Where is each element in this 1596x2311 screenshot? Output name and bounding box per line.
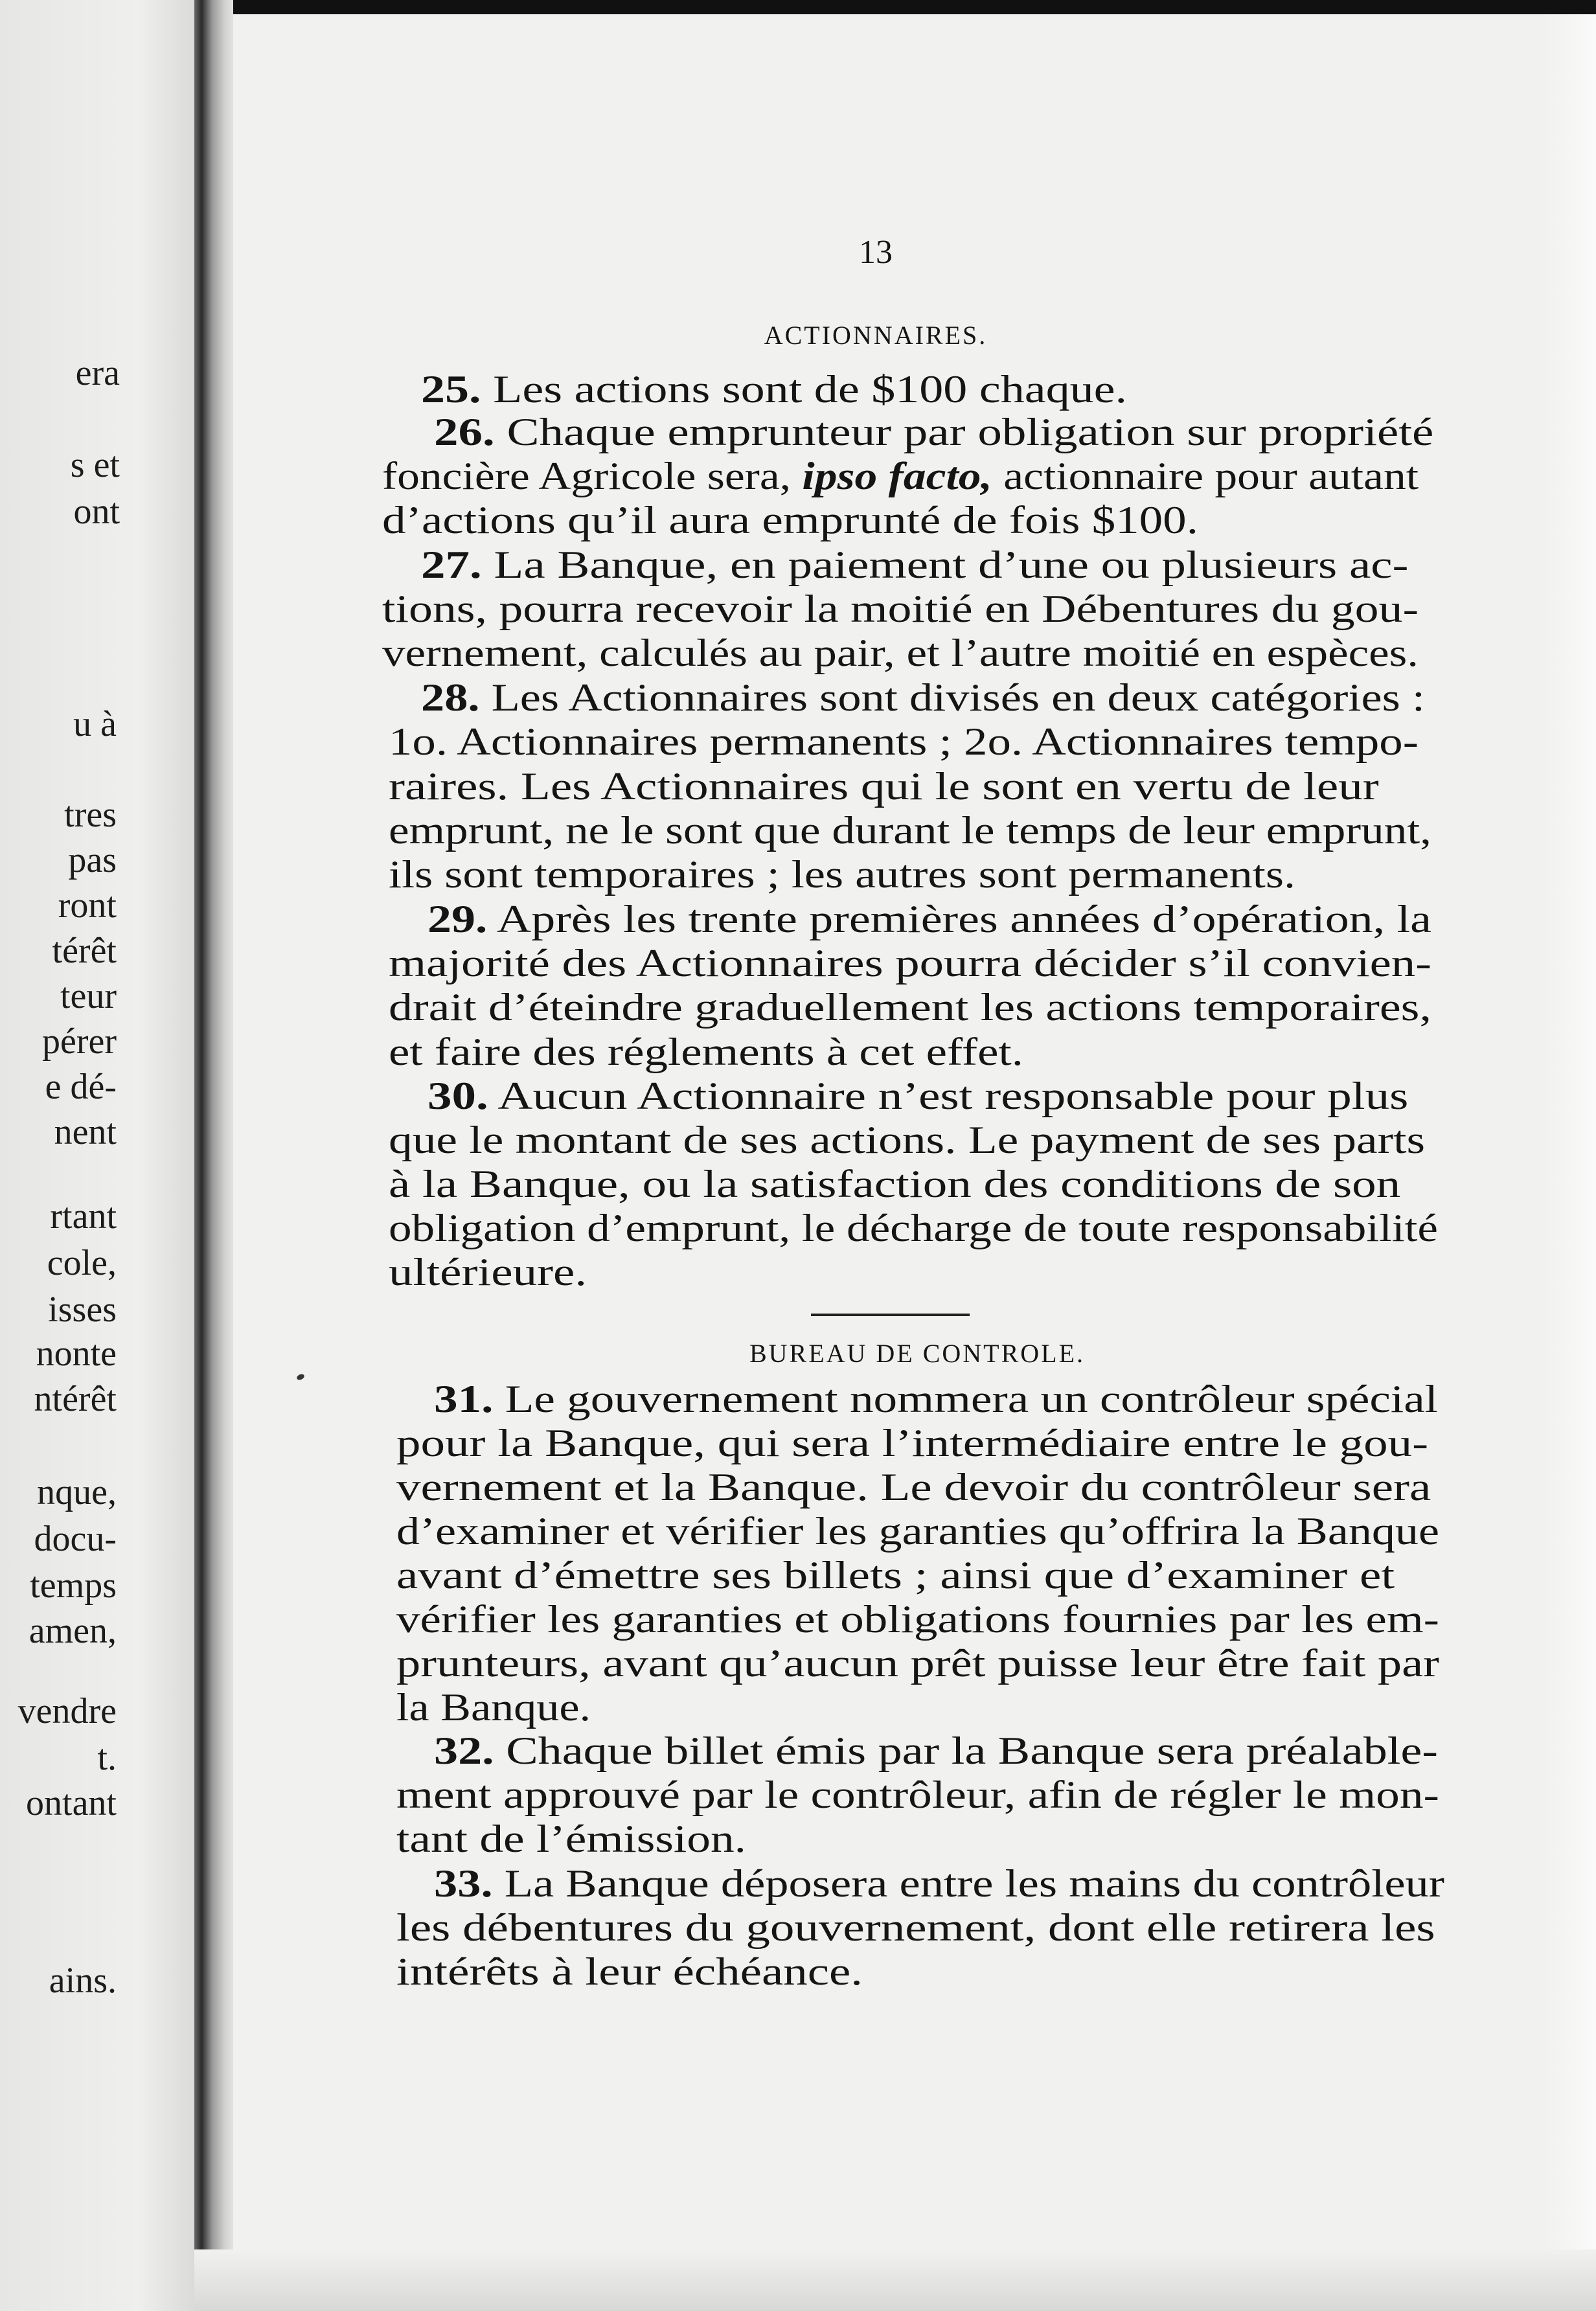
line-text: tant de l’émission. xyxy=(396,1817,746,1860)
line-text: Après les trente premières années d’opération, la xyxy=(496,898,1431,940)
page-edge xyxy=(1544,14,1596,2311)
facing-page-fragment: nonte xyxy=(36,1334,117,1374)
text-line xyxy=(389,722,1419,761)
article-line xyxy=(428,900,1431,939)
facing-page-fragment: u à xyxy=(73,704,117,744)
line-text: Les actions sont de $100 chaque. xyxy=(493,368,1128,411)
line-text: raires. Les Actionnaires qui le sont en vertu de leur xyxy=(389,765,1379,808)
section-heading: BUREAU DE CONTROLE. xyxy=(749,1339,1086,1368)
article-line xyxy=(421,370,1127,409)
article-line xyxy=(434,1380,1438,1418)
facing-page xyxy=(0,0,198,2311)
facing-page-fragment: e dé- xyxy=(45,1067,117,1107)
line-text: à la Banque, ou la satisfaction des conditions de son xyxy=(389,1163,1401,1205)
line-text: prunteurs, avant qu’aucun prêt puisse leur être fait par xyxy=(396,1642,1439,1685)
text-line xyxy=(389,1253,587,1292)
text-line xyxy=(396,1556,1395,1595)
facing-page-fragment: amen, xyxy=(28,1611,117,1651)
text-line xyxy=(389,988,1431,1027)
article-line xyxy=(434,1864,1444,1903)
text-line xyxy=(396,1688,591,1727)
text-line xyxy=(396,1468,1431,1507)
article-line xyxy=(421,545,1409,584)
article-number: 31. xyxy=(434,1378,494,1420)
text-line xyxy=(382,457,1419,495)
article-number: 33. xyxy=(434,1862,493,1905)
line-text: que le montant de ses actions. Le payment de ses parts xyxy=(389,1119,1426,1161)
line-text: les débentures du gouvernement, dont elle retirera les xyxy=(396,1906,1435,1949)
text-line xyxy=(396,1512,1439,1551)
facing-page-fragment: ront xyxy=(58,885,117,926)
facing-page-fragment: ontant xyxy=(26,1783,117,1823)
line-text: foncière Agricole sera, xyxy=(382,455,792,497)
article-number: 28. xyxy=(421,676,480,719)
text-line xyxy=(396,1819,746,1858)
text-line xyxy=(396,1775,1439,1814)
facing-page-fragment: pérer xyxy=(41,1021,117,1062)
facing-page-fragment: nque, xyxy=(37,1472,117,1512)
facing-page-fragment: s et xyxy=(70,445,120,485)
line-text: emprunt, ne le sont que durant le temps de leur emprunt, xyxy=(389,809,1431,852)
facing-page-fragment: térêt xyxy=(52,931,117,971)
line-text: La Banque, en paiement d’une ou plusieurs ac- xyxy=(494,543,1409,586)
text-line xyxy=(389,855,1295,894)
facing-page-fragment: cole, xyxy=(47,1243,117,1283)
text-line xyxy=(396,1600,1439,1639)
line-text: la Banque. xyxy=(396,1686,591,1729)
line-text: ultérieure. xyxy=(389,1251,587,1293)
article-number: 32. xyxy=(434,1729,494,1772)
text-line xyxy=(382,633,1419,672)
article-line xyxy=(434,1731,1438,1770)
text-line xyxy=(389,767,1379,806)
facing-page-fragment: rtant xyxy=(50,1196,117,1236)
line-text: avant d’émettre ses billets ; ainsi que d’examiner et xyxy=(396,1554,1395,1597)
line-text: Le gouvernement nommera un contrôleur spécial xyxy=(505,1378,1439,1420)
line-text: La Banque déposera entre les mains du contrôleur xyxy=(504,1862,1444,1905)
text-line xyxy=(389,811,1431,850)
line-text: Les Actionnaires sont divisés en deux catégories : xyxy=(491,676,1425,719)
text-line xyxy=(396,1644,1439,1683)
article-line xyxy=(421,678,1425,717)
line-text-continued: actionnaire pour autant xyxy=(1003,455,1419,497)
line-text: drait d’éteindre graduellement les actions temporaires, xyxy=(389,986,1431,1029)
text-line xyxy=(396,1908,1435,1947)
article-line xyxy=(434,413,1433,451)
line-text: et faire des réglements à cet effet. xyxy=(389,1030,1023,1073)
line-text: Aucun Actionnaire n’est responsable pour plus xyxy=(497,1075,1409,1117)
line-text: pour la Banque, qui sera l’intermédiaire entre le gou- xyxy=(396,1422,1429,1464)
facing-page-fragment: nent xyxy=(54,1112,117,1152)
line-text: vérifier les garanties et obligations fournies par les em- xyxy=(396,1598,1439,1641)
facing-page-fragment: era xyxy=(75,353,120,393)
line-text: Chaque emprunteur par obligation sur propriété xyxy=(507,411,1434,453)
line-text: intérêts à leur échéance. xyxy=(396,1950,863,1993)
line-text: majorité des Actionnaires pourra décider s’il convien- xyxy=(389,942,1432,985)
facing-page-fragment: temps xyxy=(30,1565,117,1606)
facing-page-fragment: ains. xyxy=(49,1961,117,2001)
line-text: ils sont temporaires ; les autres sont permanents. xyxy=(389,853,1296,896)
page-bottom-shadow xyxy=(194,2249,1596,2311)
article-number: 25. xyxy=(421,368,481,411)
facing-page-fragment: docu- xyxy=(34,1519,117,1559)
italic-phrase: ipso facto, xyxy=(802,455,992,497)
facing-page-fragment: pas xyxy=(68,840,117,880)
facing-page-fragment: vendre xyxy=(17,1691,117,1731)
text-line xyxy=(382,501,1198,540)
article-number: 29. xyxy=(428,898,488,940)
article-number: 27. xyxy=(421,543,482,586)
text-line xyxy=(396,1952,863,1991)
line-text: tions, pourra recevoir la moitié en Débentures du gou- xyxy=(382,587,1419,630)
line-text: d’examiner et vérifier les garanties qu’offrira la Banque xyxy=(396,1510,1439,1553)
facing-page-fragment: t. xyxy=(97,1738,117,1778)
facing-page-fragment: teur xyxy=(60,976,117,1016)
facing-page-fragment: tres xyxy=(64,795,117,835)
section-divider-rule xyxy=(811,1314,970,1316)
text-line xyxy=(389,1121,1425,1159)
book-binding xyxy=(194,0,234,2311)
text-line xyxy=(382,589,1419,628)
text-line xyxy=(389,1209,1438,1247)
line-text: vernement, calculés au pair, et l’autre moitié en espèces. xyxy=(382,632,1419,674)
line-text: 1o. Actionnaires permanents ; 2o. Actionnaires tempo- xyxy=(389,720,1419,763)
text-line xyxy=(389,944,1431,983)
article-number: 26. xyxy=(434,411,495,453)
line-text: d’actions qu’il aura emprunté de fois $100. xyxy=(382,499,1198,541)
line-text: vernement et la Banque. Le devoir du contrôleur sera xyxy=(396,1466,1431,1508)
page-number: 13 xyxy=(859,234,893,271)
line-text: Chaque billet émis par la Banque sera préalable- xyxy=(506,1729,1438,1772)
section-heading: ACTIONNAIRES. xyxy=(764,321,988,350)
facing-page-fragment: ntérêt xyxy=(34,1379,117,1419)
text-line xyxy=(396,1424,1428,1463)
line-text: ment approuvé par le contrôleur, afin de régler le mon- xyxy=(396,1773,1439,1816)
facing-page-fragment: ont xyxy=(73,492,120,532)
text-line xyxy=(389,1032,1023,1071)
facing-page-fragment: isses xyxy=(48,1290,117,1330)
article-line xyxy=(428,1076,1408,1115)
text-line xyxy=(389,1165,1400,1203)
line-text: obligation d’emprunt, le décharge de toute responsabilité xyxy=(389,1207,1438,1249)
article-number: 30. xyxy=(428,1075,488,1117)
